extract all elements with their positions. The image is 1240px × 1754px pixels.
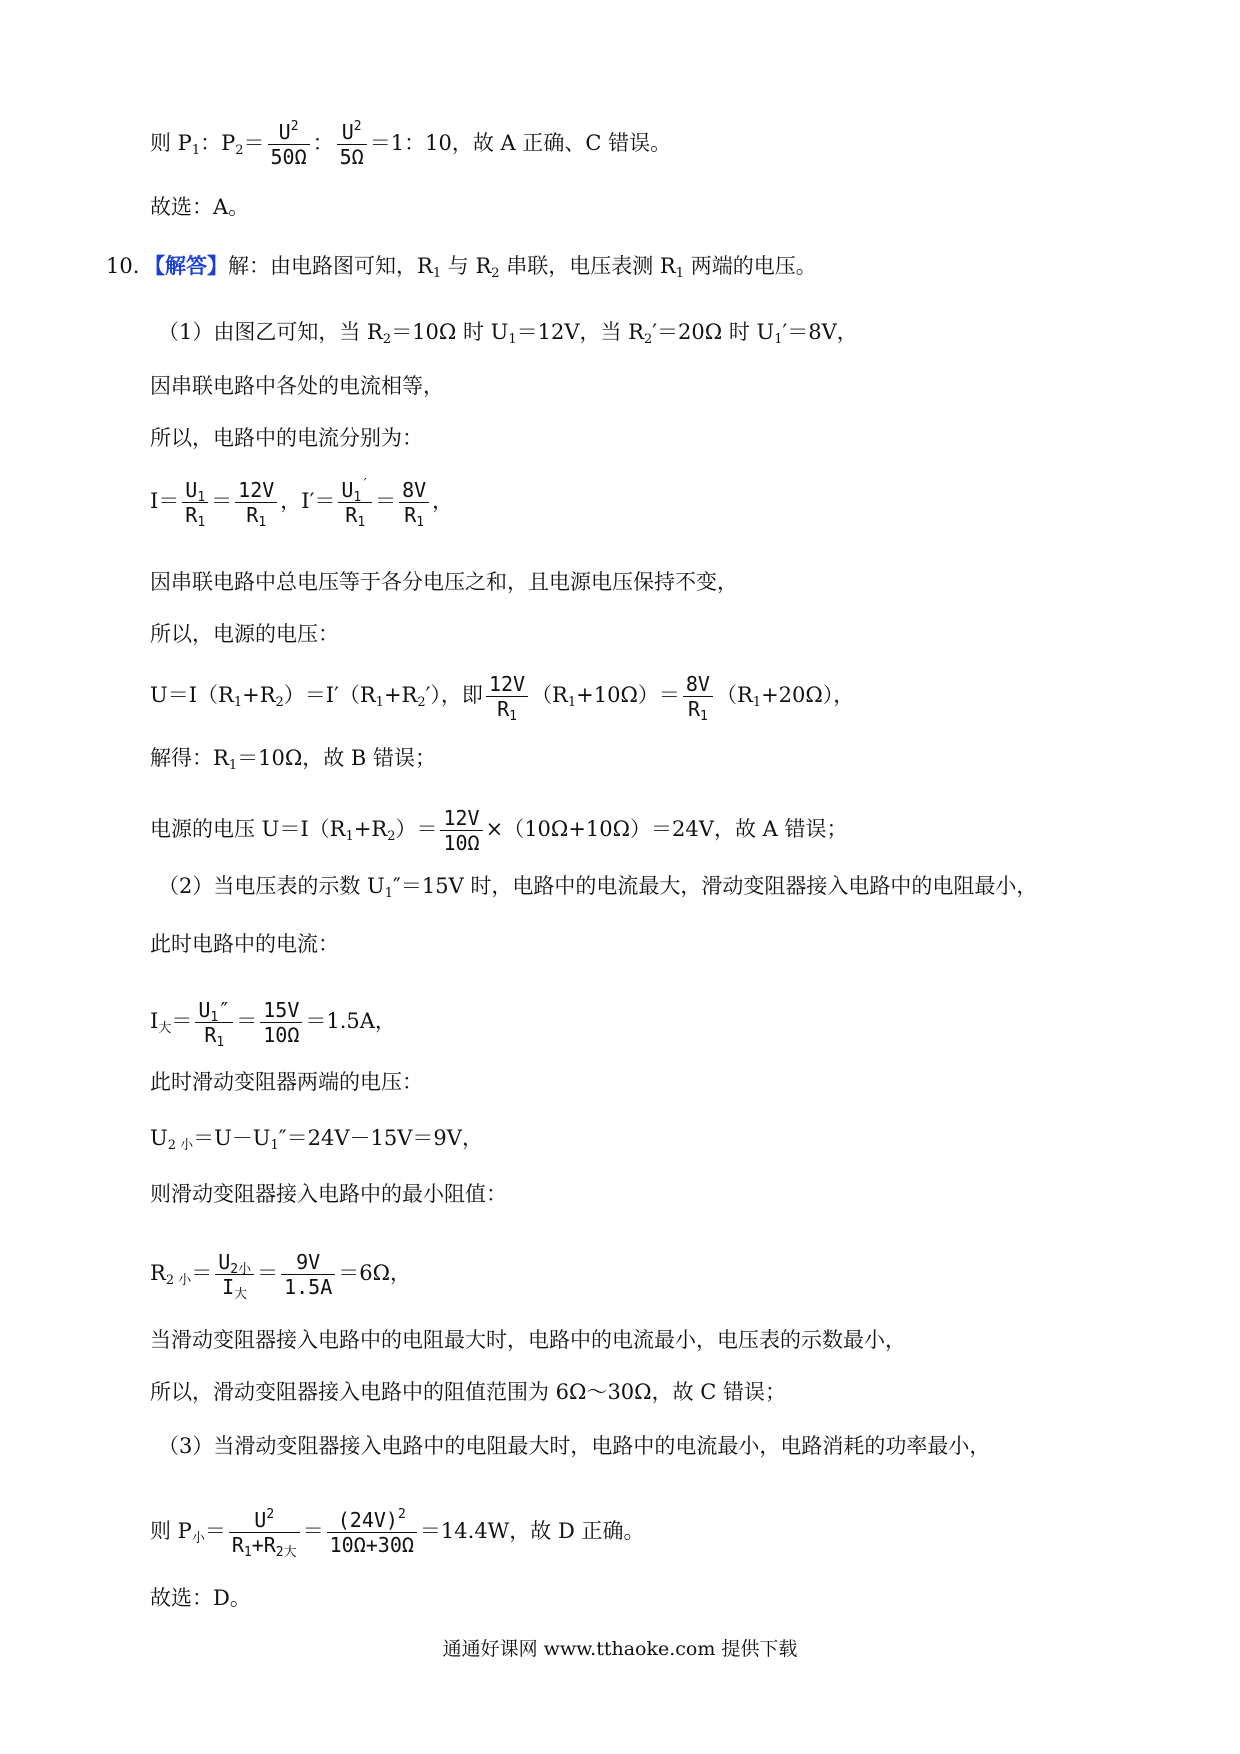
- text-line: 因串联电路中总电压等于各分电压之和，且电源电压保持不变，: [150, 570, 738, 594]
- subscript: 1: [345, 829, 354, 844]
- result-r1: [150, 744, 436, 772]
- fraction: [235, 478, 277, 530]
- text-line: 此时电路中的电流：: [150, 932, 339, 956]
- formula-p1-p2: 则 $P_1$：$P_2=$ $\frac{U^2}{50\Omega}$ ： $\frac{U^2}{5\Omega}$ ＝1：10，故 A 正确、C 错误。: [150, 119, 672, 169]
- subscript: 2小: [230, 1262, 252, 1277]
- subscript: 1: [210, 1010, 219, 1025]
- subscript: 1: [375, 695, 384, 710]
- text: 解得：R: [150, 746, 229, 770]
- subscript: 1: [191, 143, 201, 158]
- superscript: 2: [266, 1507, 275, 1522]
- text: 解：由电路图可知，R: [228, 254, 433, 278]
- formula-voltage: [150, 672, 855, 724]
- subscript: 1: [432, 266, 442, 281]
- text: ，I′＝: [280, 489, 336, 513]
- numerator: 9V: [281, 1250, 335, 1275]
- text: ＝12V，当 R: [516, 320, 644, 344]
- formula-max-current: $I_大=$ $\frac{U_1''}{R_1}$ ＝ $\frac{15V}{10\Omega}$ ＝1.5A，: [150, 998, 396, 1050]
- text: ，: [432, 489, 454, 513]
- denominator: 10Ω: [263, 1023, 300, 1047]
- fraction: [281, 1250, 335, 1299]
- text: ＝: [171, 1009, 193, 1033]
- formula-current: I＝ $\frac{U_1}{R_1}$ ＝ $\frac{12V}{R_1}$ ，I′＝ $\frac{U_1'}{R_1}$ ＝ $\frac{8V}{R_1}$ ，: [150, 477, 454, 530]
- subscript: 2 小: [165, 1273, 192, 1288]
- fraction: [486, 672, 528, 724]
- text: ＝: [191, 1261, 213, 1285]
- text: ×（10Ω+10Ω）＝24V，故 A 错误；: [485, 817, 848, 841]
- text-line: 因串联电路中各处的电流相等，: [150, 374, 444, 398]
- numerator: 8V: [683, 672, 713, 697]
- fraction: [229, 1507, 300, 1560]
- footer-credit: 通通好课网 www.tthaoke.com 提供下载: [442, 1638, 798, 1660]
- subscript: 1: [353, 490, 362, 505]
- denominator: R: [345, 503, 358, 527]
- subscript: 大: [234, 1287, 248, 1302]
- subscript: 1: [243, 1545, 252, 1560]
- text: ′＝8V，: [782, 320, 858, 344]
- text: ＝10Ω，故 B 错误；: [237, 746, 437, 770]
- subscript: 1: [197, 490, 206, 505]
- subscript: 1: [416, 515, 425, 530]
- answer-label: 【解答】: [144, 253, 228, 278]
- text: ＝1：10，故 A 正确、C 错误。: [369, 131, 672, 155]
- text: ：P: [200, 131, 236, 155]
- text: （2）当电压表的示数 U: [158, 874, 385, 898]
- subscript: 1: [233, 695, 243, 710]
- text: ）＝I′（R: [283, 683, 376, 707]
- text: （1）由图乙可知，当 R: [158, 320, 383, 344]
- text: I: [150, 1009, 159, 1033]
- denominator: R: [204, 1023, 217, 1047]
- denominator: 10Ω: [443, 831, 480, 855]
- text: 电源的电压 U＝I（R: [150, 817, 346, 841]
- fraction: [260, 998, 302, 1047]
- text: （R: [531, 683, 568, 707]
- subscript: 2: [275, 695, 284, 710]
- denominator: 1.5A: [284, 1275, 333, 1299]
- numerator: U: [198, 998, 211, 1022]
- numerator: U: [341, 120, 354, 144]
- subscript: 1: [508, 332, 517, 347]
- numerator: (24V): [337, 1508, 398, 1532]
- subscript: 2: [382, 332, 392, 347]
- text: 则 P: [150, 1519, 192, 1543]
- superscript: 2: [353, 119, 362, 134]
- subscript: 2: [235, 143, 244, 158]
- numerator: U: [218, 1250, 231, 1274]
- answer-d: 故选：D。: [150, 1586, 251, 1610]
- superscript: 2: [397, 1507, 406, 1522]
- numerator: U: [341, 478, 354, 502]
- numerator: U: [254, 1508, 267, 1532]
- denominator: I: [222, 1275, 235, 1299]
- question-10-intro: [144, 252, 817, 280]
- text: ＝6Ω，: [338, 1261, 412, 1285]
- text: ＝10Ω 时 U: [391, 320, 509, 344]
- subscript: 1: [357, 515, 366, 530]
- text: ＝14.4W，故 D 正确。: [419, 1519, 645, 1543]
- text-line: 所以，滑动变阻器接入电路中的阻值范围为 6Ω～30Ω，故 C 错误；: [150, 1380, 786, 1404]
- subscript: 2 小: [167, 1138, 194, 1153]
- question-number: 10.: [106, 254, 140, 278]
- subscript: 1: [258, 515, 267, 530]
- text: +R: [353, 817, 388, 841]
- subscript: 1: [752, 695, 762, 710]
- subscript: 2: [643, 332, 653, 347]
- numerator: U: [278, 120, 291, 144]
- text: +10Ω）＝: [576, 683, 680, 707]
- formula-u2-min: [150, 1124, 483, 1152]
- fraction: [440, 806, 482, 855]
- subscript: 1: [774, 332, 783, 347]
- text: U＝I（R: [150, 683, 234, 707]
- subscript: 2大: [275, 1545, 297, 1560]
- formula-min-power: 则 $P_小=$ $\frac{U^2}{R_1+R_{2大}}$ ＝ $\frac{(24V)^2}{10\Omega+30\Omega}$ ＝14.4W，故 D 正确。: [150, 1507, 645, 1560]
- denominator: 5Ω: [339, 145, 364, 169]
- formula-source-voltage: [150, 806, 847, 855]
- fraction: [337, 120, 367, 169]
- denominator: R: [404, 503, 417, 527]
- text: ＝: [204, 1519, 226, 1543]
- text: ：: [312, 131, 334, 155]
- subscript: 2: [417, 695, 426, 710]
- fraction: [683, 672, 713, 724]
- text: 串联，电压表测 R: [506, 254, 676, 278]
- text: U: [150, 1126, 168, 1150]
- denominator: R: [497, 697, 510, 721]
- step-1: [158, 318, 858, 346]
- text-line: 当滑动变阻器接入电路中的电阻最大时，电路中的电流最小，电压表的示数最小，: [150, 1328, 906, 1352]
- text-line: 所以，电源的电压：: [150, 622, 339, 646]
- subscript: 1: [216, 1035, 225, 1050]
- text: I＝: [150, 489, 180, 513]
- subscript: 1: [270, 1138, 279, 1153]
- fraction: [338, 477, 372, 530]
- text: +R: [383, 683, 418, 707]
- step-3: （3）当滑动变阻器接入电路中的电阻最大时，电路中的电流最小，电路消耗的功率最小，: [158, 1434, 991, 1458]
- fraction: [268, 120, 310, 169]
- text: （R: [715, 683, 753, 707]
- denominator: 10Ω+30Ω: [329, 1533, 414, 1557]
- fraction: [399, 478, 429, 530]
- subscript: 1: [700, 709, 708, 724]
- numerator: 8V: [399, 478, 429, 503]
- subscript: 1: [509, 709, 517, 724]
- subscript: 1: [197, 515, 206, 530]
- text: ＝1.5A，: [305, 1009, 396, 1033]
- answer-a: 故选：A。: [150, 195, 250, 219]
- superscript: 2: [290, 119, 299, 134]
- fraction: [215, 1250, 254, 1302]
- text-line: 此时滑动变阻器两端的电压：: [150, 1070, 423, 1094]
- text: ）＝: [395, 817, 438, 841]
- text: ′），即: [425, 683, 483, 707]
- text-line: 所以，电路中的电流分别为：: [150, 426, 423, 450]
- text: ＝U－U: [193, 1126, 271, 1150]
- denominator: 50Ω: [270, 145, 307, 169]
- numerator: U: [185, 478, 198, 502]
- subscript: 1: [675, 266, 685, 281]
- step-2: [158, 872, 1037, 900]
- denominator: R: [231, 1533, 244, 1557]
- subscript: 大: [158, 1021, 172, 1036]
- denominator: +R: [251, 1533, 276, 1557]
- superscript: ′: [361, 477, 370, 492]
- numerator: 15V: [260, 998, 302, 1023]
- subscript: 2: [491, 266, 500, 281]
- text: R: [150, 1261, 166, 1285]
- subscript: 小: [191, 1531, 205, 1546]
- text: +R: [242, 683, 276, 707]
- fraction: [182, 478, 208, 530]
- text: 则 P: [150, 131, 192, 155]
- text: ″＝24V－15V＝9V，: [278, 1126, 483, 1150]
- text: ″＝15V 时，电路中的电流最大，滑动变阻器接入电路中的电阻最小，: [393, 874, 1038, 898]
- numerator: 12V: [440, 806, 482, 831]
- subscript: 2: [387, 829, 396, 844]
- denominator: R: [246, 503, 259, 527]
- text: +20Ω），: [761, 683, 855, 707]
- formula-r2-min: $R_{2 小}=$ $\frac{U_{2小}}{I_大}$ ＝ $\frac{9V}{1.5A}$ ＝6Ω，: [150, 1250, 412, 1302]
- denominator: R: [185, 503, 198, 527]
- fraction: [327, 1508, 417, 1557]
- text-line: 则滑动变阻器接入电路中的最小阻值：: [150, 1182, 507, 1206]
- text: ′＝20Ω 时 U: [652, 320, 775, 344]
- subscript: 1: [384, 886, 394, 901]
- numerator: 12V: [486, 672, 528, 697]
- numerator: 12V: [235, 478, 277, 503]
- subscript: 1: [567, 695, 577, 710]
- subscript: 1: [228, 758, 238, 773]
- denominator: R: [688, 697, 701, 721]
- text: 与 R: [447, 254, 492, 278]
- fraction: $\frac{U_1''}{R_1}$: [195, 998, 233, 1047]
- text: 两端的电压。: [690, 254, 817, 278]
